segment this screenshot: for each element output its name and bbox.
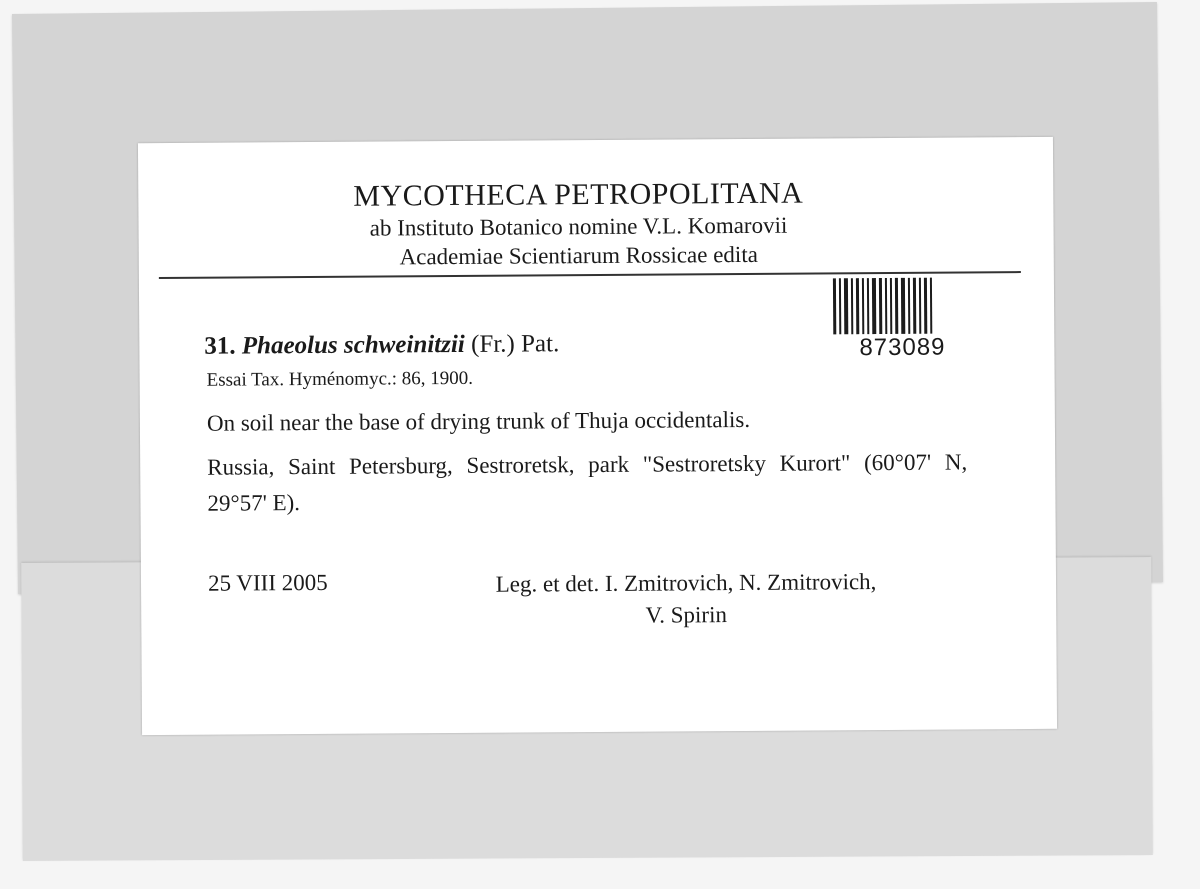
barcode-stripe	[895, 278, 898, 334]
barcode-stripe	[856, 278, 859, 334]
barcode-bars	[833, 277, 979, 334]
barcode-stripe	[833, 278, 836, 334]
barcode-stripe	[924, 278, 927, 334]
barcode-stripe	[919, 278, 921, 334]
collectors-line-2: V. Spirin	[645, 602, 728, 628]
institution-line: ab Instituto Botanico nomine V.L. Komarovii	[369, 212, 788, 241]
collectors	[431, 566, 941, 634]
collectors-line-1: Leg. et det. I. Zmitrovich, N. Zmitrovich,	[495, 569, 877, 597]
barcode-stripe	[885, 278, 887, 334]
barcode-stripe	[913, 278, 916, 334]
specimen-label	[138, 137, 1057, 735]
species-line	[204, 330, 559, 360]
barcode-stripe	[890, 278, 892, 334]
barcode-stripe	[839, 278, 841, 334]
species-name: Phaeolus schweinitzii	[241, 330, 465, 360]
barcode-stripe	[901, 278, 905, 334]
exsiccata-number: 31.	[204, 332, 236, 360]
barcode-number: 873089	[859, 333, 946, 362]
barcode-stripe	[930, 278, 932, 334]
barcode-stripe	[862, 278, 864, 334]
barcode-stripe	[844, 278, 848, 334]
barcode-stripe	[851, 278, 853, 334]
barcode-stripe	[908, 278, 910, 334]
barcode	[829, 277, 980, 363]
literature-citation: Essai Tax. Hyménomyc.: 86, 1900.	[206, 367, 474, 391]
label-header	[138, 175, 1019, 273]
collection-title: MYCOTHECA PETROPOLITANA	[353, 176, 804, 213]
locality-text: Russia, Saint Petersburg, Sestroretsk, park "Sestroretsky Kurort" (60°07' N, 29°57' E).	[207, 449, 968, 516]
barcode-stripe	[879, 278, 882, 334]
species-authority: (Fr.) Pat.	[470, 330, 560, 358]
collection-date: 25 VIII 2005	[207, 569, 328, 596]
habitat-text: On soil near the base of drying trunk of Thuja occidentalis.	[206, 406, 751, 436]
barcode-stripe	[867, 278, 869, 334]
academy-line: Academiae Scientiarum Rossicae edita	[399, 241, 758, 270]
barcode-stripe	[872, 278, 876, 334]
